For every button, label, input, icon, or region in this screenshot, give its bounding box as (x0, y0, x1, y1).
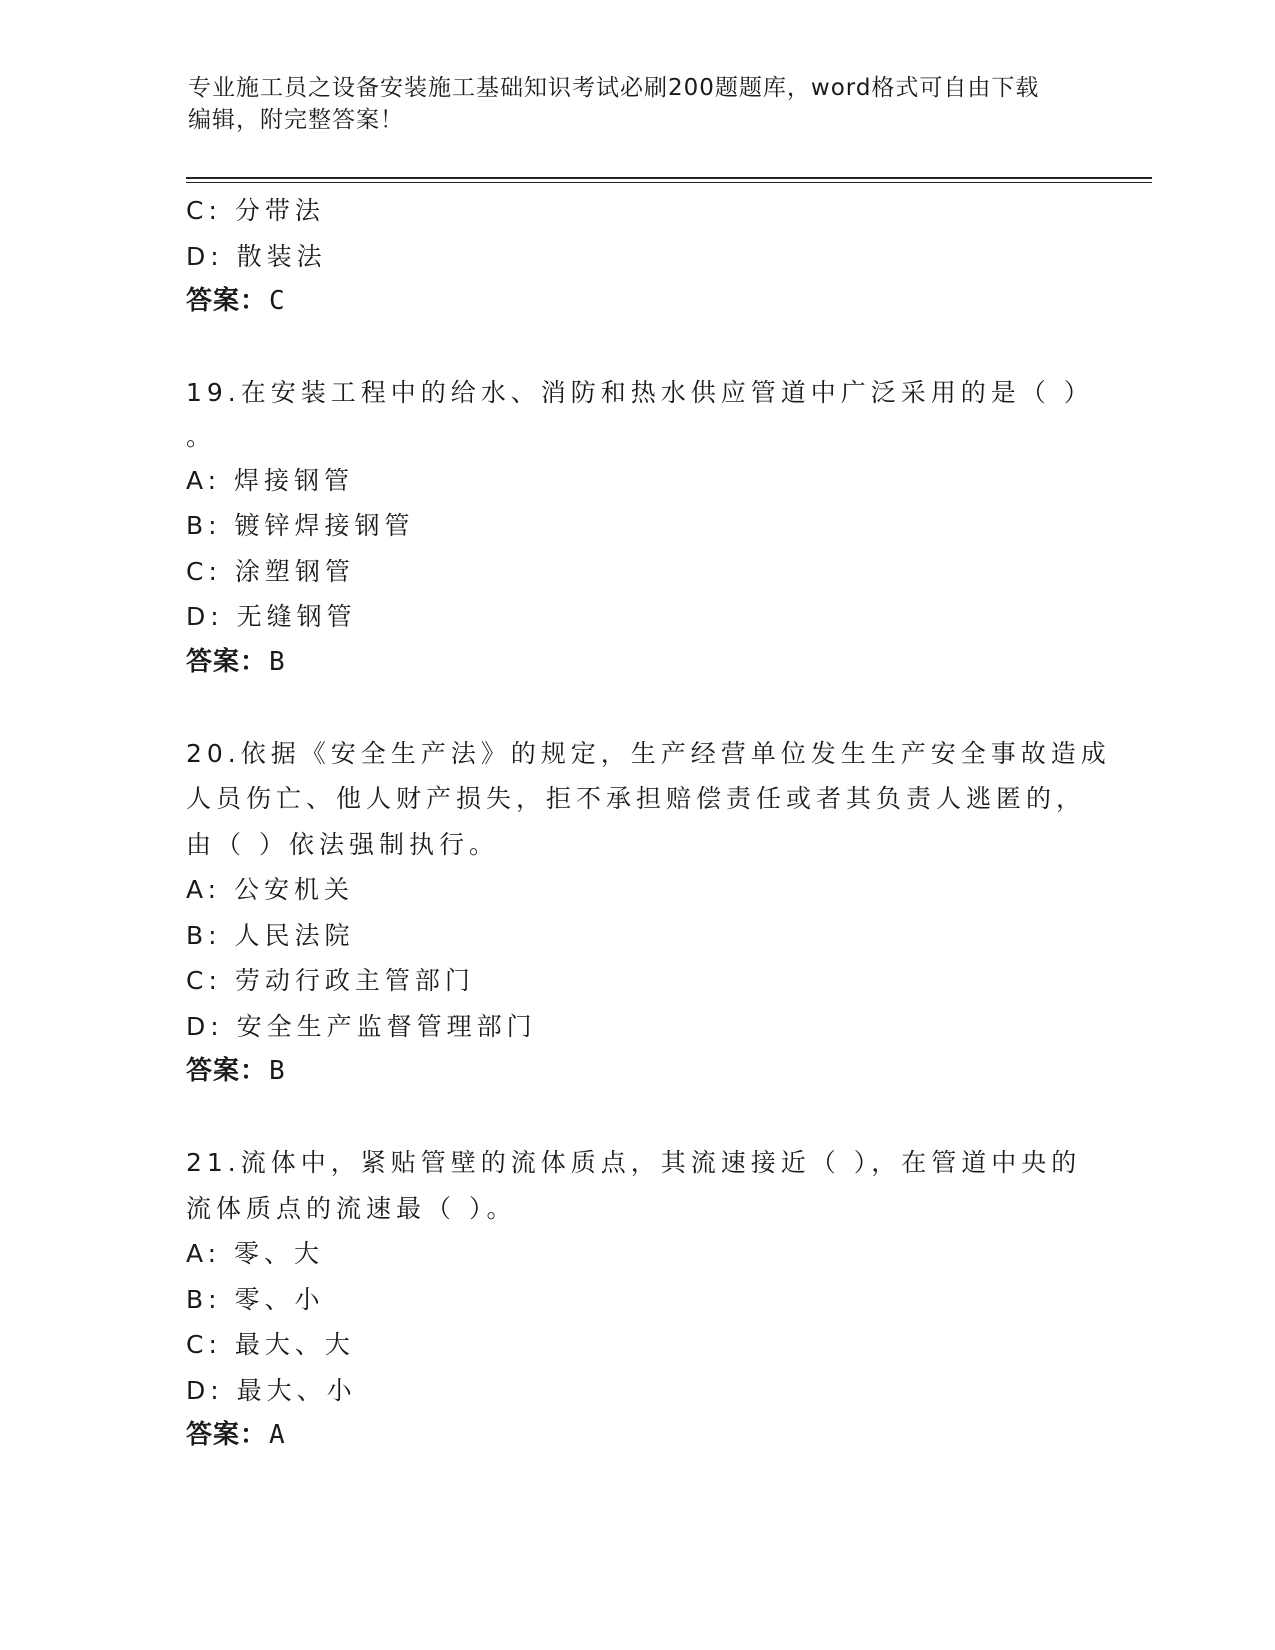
option-d: D: 无缝钢管 (186, 602, 357, 631)
option-d: D: 最大、小 (186, 1375, 357, 1405)
answer-line: 答案：B (186, 1056, 286, 1086)
question-stem: 20.依据《安全生产法》的规定，生产经营单位发生生产安全事故造成 人员伤亡、他人财产损失，拒不承担赔偿责任或者其负责人逃匿的， 由（ ）依法强制执行。 (186, 738, 1111, 859)
option-d: D: 安全生产监督管理部门 (186, 1011, 537, 1041)
answer-line: 答案：C (186, 286, 286, 316)
option-d: D: 散装法 (186, 241, 327, 271)
option-a: A: 零、大 (186, 1239, 325, 1268)
option-c: C: 劳动行政主管部门 (186, 966, 475, 995)
option-a: A: 焊接钢管 (186, 465, 355, 495)
question-stem: 21.流体中，紧贴管壁的流体质点，其流速接近（ ），在管道中央的 流体质点的流速最（ ）。 (186, 1148, 1082, 1223)
document-body (186, 188, 1111, 1459)
question-19 (186, 370, 1094, 685)
question-18-continued (186, 188, 1086, 325)
question-20 (186, 731, 1111, 1095)
answer-line: 答案：B (186, 646, 286, 677)
question-21 (186, 1140, 1086, 1459)
option-c: C: 涂塑钢管 (186, 556, 355, 586)
answer-line: 答案：A (186, 1420, 286, 1450)
option-b: B: 零、小 (186, 1284, 325, 1314)
option-c: C: 分带法 (186, 196, 325, 225)
document-header (188, 72, 1068, 136)
header-title-line-1: 专业施工员之设备安装施工基础知识考试必刷200题题库，word格式可自由下载 (188, 75, 1040, 101)
option-b: B: 人民法院 (186, 920, 355, 950)
header-divider-thin (186, 182, 1152, 183)
option-c: C: 最大、大 (186, 1330, 355, 1359)
header-divider-thick (186, 177, 1152, 179)
option-b: B: 镀锌焊接钢管 (186, 511, 415, 540)
option-a: A: 公安机关 (186, 875, 355, 904)
header-title-line-2: 编辑，附完整答案！ (188, 107, 404, 133)
question-stem: 19.在安装工程中的给水、消防和热水供应管道中广泛采用的是（ ） 。 (186, 378, 1094, 451)
